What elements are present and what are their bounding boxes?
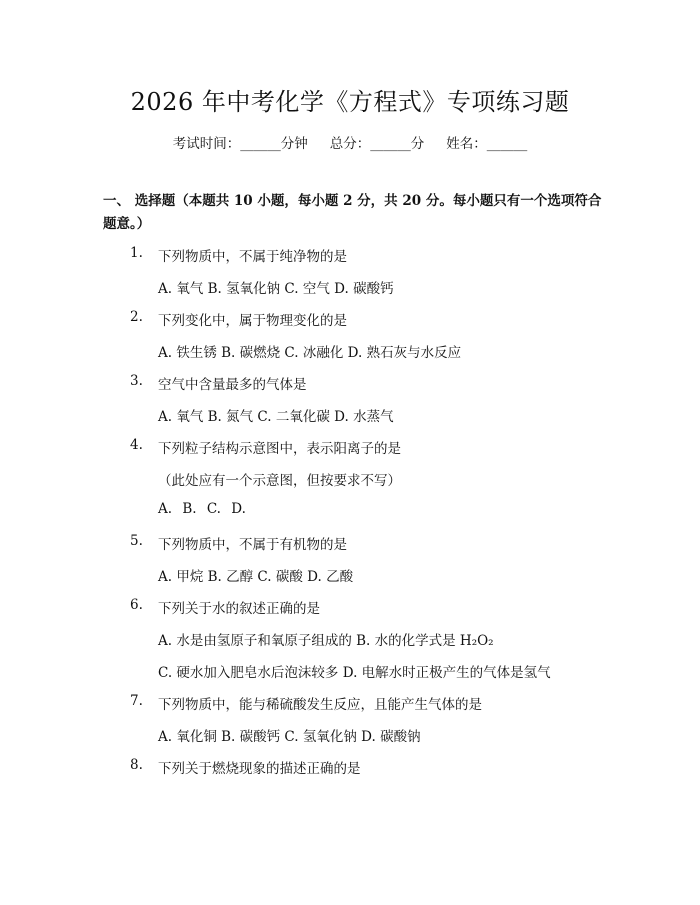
- question-number: 3.: [130, 373, 143, 389]
- question-text: 下列物质中，不属于纯净物的是: [158, 249, 347, 265]
- question-number: 6.: [130, 597, 143, 613]
- question-text: 下列物质中，能与稀硫酸发生反应，且能产生气体的是: [158, 697, 482, 713]
- question-options: A. 氧化铜 B. 碳酸钙 C. 氢氧化钠 D. 碳酸钠: [158, 729, 421, 745]
- total-score: 总分：______分: [329, 136, 425, 152]
- section-heading: 一、 选择题（本题共 10 小题，每小题 2 分，共 20 分。每小题只有一个选项符合题意。）: [103, 193, 602, 232]
- question-number: 2.: [130, 309, 143, 325]
- question-options: A. 氧气 B. 氢氧化钠 C. 空气 D. 碳酸钙: [158, 281, 394, 297]
- question-number: 8.: [130, 757, 143, 773]
- question-number: 7.: [130, 693, 143, 709]
- question-number: 5.: [130, 533, 143, 549]
- student-name: 姓名：______: [446, 136, 528, 152]
- question-number: 1.: [130, 245, 143, 261]
- exam-meta: [0, 132, 700, 152]
- question-text: 下列关于水的叙述正确的是: [158, 601, 320, 617]
- question-options: A. 铁生锈 B. 碳燃烧 C. 冰融化 D. 熟石灰与水反应: [158, 345, 462, 361]
- question-options: A. 氧气 B. 氮气 C. 二氧化碳 D. 水蒸气: [158, 409, 394, 425]
- question-text: 下列物质中，不属于有机物的是: [158, 537, 347, 553]
- question-text: 下列粒子结构示意图中，表示阳离子的是: [158, 441, 401, 457]
- question-text: 空气中含量最多的气体是: [158, 377, 307, 393]
- question-note: （此处应有一个示意图，但按要求不写）: [158, 473, 401, 489]
- question-text: 下列变化中，属于物理变化的是: [158, 313, 347, 329]
- page-title: 2026 年中考化学《方程式》专项练习题: [130, 88, 570, 116]
- question-options: C. 硬水加入肥皂水后泡沫较多 D. 电解水时正极产生的气体是氢气: [158, 665, 551, 681]
- question-text: 下列关于燃烧现象的描述正确的是: [158, 761, 361, 777]
- question-options: A. B. C. D.: [158, 501, 246, 517]
- question-options: A. 甲烷 B. 乙醇 C. 碳酸 D. 乙酸: [158, 569, 354, 585]
- exam-time: 考试时间：______分钟: [172, 136, 308, 152]
- question-options: A. 水是由氢原子和氧原子组成的 B. 水的化学式是 H₂O₂: [158, 633, 494, 649]
- question-number: 4.: [130, 437, 143, 453]
